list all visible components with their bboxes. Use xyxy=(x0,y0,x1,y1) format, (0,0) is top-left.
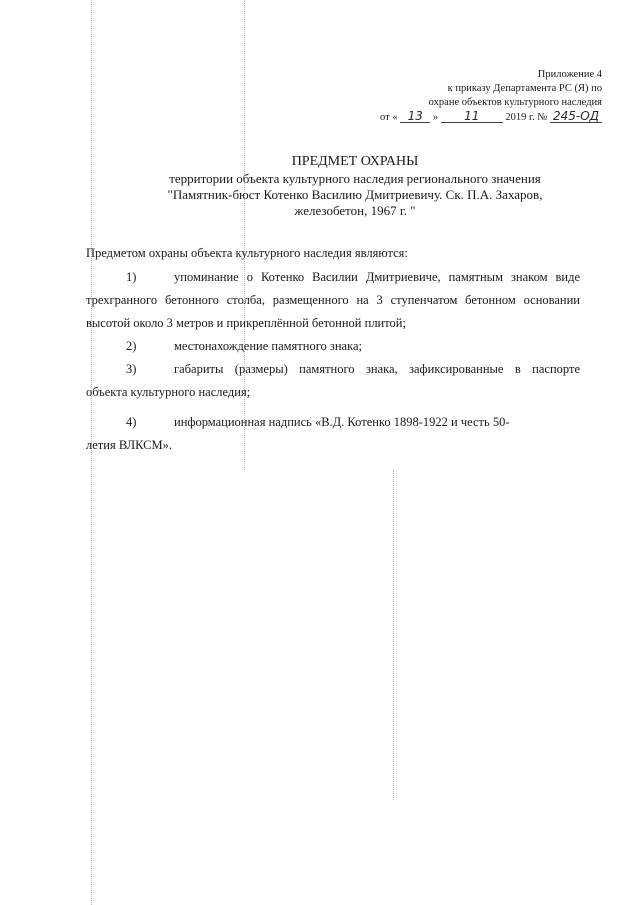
item-text: местонахождение памятного знака; xyxy=(174,339,362,353)
appendix-date-line xyxy=(380,110,602,125)
item-number: 3) xyxy=(126,362,137,376)
title-line: территории объекта культурного наследия регионального значения xyxy=(169,171,541,186)
scan-fold-line xyxy=(393,470,394,800)
title-line: "Памятник-бюст Котенко Василию Дмитриевичу. Ск. П.А. Захаров, xyxy=(167,187,543,202)
item-continuation: объекта культурного наследия; xyxy=(86,385,251,399)
item-continuation: трехгранного бетонного столба, размещенного на 3 ступенчатом бетонном основании xyxy=(86,293,580,307)
document-title-block xyxy=(150,154,560,219)
intro-paragraph: Предметом охраны объекта культурного наследия являются: xyxy=(86,246,408,260)
item-number: 2) xyxy=(126,339,137,353)
document-heading: ПРЕДМЕТ ОХРАНЫ xyxy=(291,154,419,169)
order-number: 245-ОД xyxy=(550,110,602,123)
date-mid: » xyxy=(432,112,439,123)
appendix-line: к приказу Департамента РС (Я) по xyxy=(447,83,602,94)
item-number: 4) xyxy=(126,415,137,429)
date-year: 2019 г. № xyxy=(505,112,548,123)
item-continuation: высотой около 3 метров и прикреплённой бетонной плитой; xyxy=(86,316,406,330)
appendix-line: охране объектов культурного наследия xyxy=(428,97,602,108)
item-text: габариты (размеры) памятного знака, зафиксированные в паспорте xyxy=(174,362,580,376)
item-continuation: летия ВЛКСМ». xyxy=(86,438,173,452)
appendix-line: Приложение 4 xyxy=(537,69,602,80)
item-text: информационная надпись «В.Д. Котенко 1898-1922 и честь 50- xyxy=(174,415,510,429)
date-month: 11 xyxy=(441,110,503,123)
title-line: железобетон, 1967 г. " xyxy=(294,203,416,218)
appendix-block xyxy=(380,68,602,125)
date-day: 13 xyxy=(400,110,430,123)
item-number: 1) xyxy=(126,270,137,284)
date-prefix: от « xyxy=(380,112,398,123)
item-text: упоминание о Котенко Василии Дмитриевиче, памятным знаком виде xyxy=(174,270,580,284)
